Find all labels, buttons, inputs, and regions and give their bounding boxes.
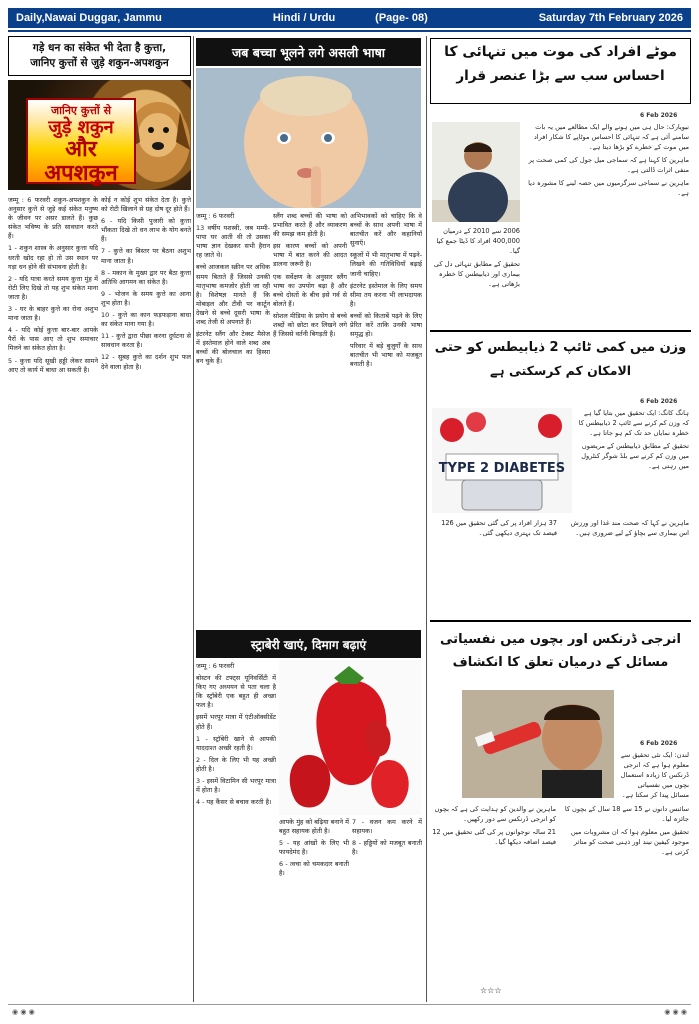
paragraph: कोई न कोई शुभ संकेत देता है। कुत्ते को रोटी खिलाने से ग्रह दोष दूर होते हैं। (101, 196, 191, 214)
diabetes-illustration (432, 408, 572, 513)
headline-line: الامکان کم کرسکتی ہے (489, 363, 632, 378)
paragraph: 3 - घर के बाहर कुत्ते का रोना अशुभ माना जाता है। (8, 305, 98, 323)
languages-label: Hindi / Urdu (272, 12, 336, 24)
column-divider (426, 36, 427, 1002)
headline-line: गड़े धन का संकेत भी देता है कुत्ता, (32, 42, 167, 54)
paragraph: 13 वर्षीय यशस्वी, जब मम्मी-पापा घर आती थी तो उसका भाषा ज्ञान देखकर सभी हैरान रह जाते थे। (196, 224, 270, 260)
strawberry-illustration (279, 660, 421, 815)
panel-line: जानिए कुत्तों से (50, 104, 112, 117)
panel-line: और अपशकुन (44, 137, 118, 186)
strawberry-story-col1 (196, 662, 276, 1002)
paragraph: 10 - कुत्ते का कान फड़फड़ाना बाधा का संकेत माना गया है। (101, 311, 191, 329)
man-illustration (432, 122, 520, 222)
paragraph: बोस्टन की टफ्ट्स यूनिवर्सिटी में किए गए अध्ययन से पता चला है कि स्ट्रॉबेरी एक बहुत ही अच्छा फल है। (196, 674, 276, 710)
paragraph: تحقیق میں معلوم ہوا کہ ان مشروبات میں موجود کیفین نیند اور ذہنی صحت کو متاثر کرتی ہے۔ (570, 828, 689, 856)
panel-line: जुड़े शकुन (48, 117, 114, 138)
dateline: 6 Feb 2026 (640, 740, 678, 747)
paragraph: 7 - कुत्ते का बिस्तर पर बैठना अशुभ माना जाता है। (101, 247, 191, 265)
paragraph: 5 - कुत्ता यदि सूखी हड्डी लेकर सामने आए तो कार्य में बाधा आ सकती है। (8, 356, 98, 374)
strawberry-story-col3 (352, 818, 422, 1002)
paragraph: ہانگ کانگ: ایک تحقیق میں بتایا گیا ہے کہ وزن کم کرنے سے ٹائپ 2 ذیابیطس کا خطرہ نمایاں حد تک کم ہو جاتا ہے۔ (578, 409, 689, 437)
paragraph: इसमें भरपूर मात्रा में एंटीऑक्सीडेंट होते हैं। (196, 713, 276, 731)
dog-story-body-right (101, 196, 191, 1002)
paragraph: 37 ہزار افراد پر کی گئی تحقیق میں 126 فیصد تک بہتری دیکھی گئی۔ (441, 519, 557, 537)
diabetes-photo (432, 408, 572, 513)
paragraph: ماہرین کا کہنا ہے کہ سماجی میل جول کی کمی صحت پر منفی اثرات ڈالتی ہے۔ (528, 156, 689, 174)
issue-date: Saturday 7th February 2026 (538, 12, 683, 24)
urdu-story3-body-side (618, 750, 689, 802)
paragraph: 12 - सुबह कुत्ते का दर्शन शुभ फल देने वाला होता है। (101, 353, 191, 371)
energy-drink-illustration (462, 690, 614, 798)
paragraph: نیویارک: حال ہی میں ہونے والے ایک مطالعے میں یہ بات سامنے آئی ہے کہ تنہائی کا احساس موٹاپے کا شکار افراد میں موت کے خطرے کو بڑھا دیتا ہے۔ (533, 123, 689, 151)
headline-line: انرجی ڈرنکس اور بچوں میں نفسیاتی (440, 632, 681, 647)
paragraph: परिवार में बड़े बुजुर्गों के साथ बातचीत भी भाषा को मजबूत बनाती है। (350, 342, 422, 369)
headline-line: जानिए कुत्तों से जुड़े शकुन-अपशकुन (30, 57, 169, 69)
baby-illustration (196, 68, 421, 208)
paragraph: سائنس دانوں نے 15 سے 18 سال کے بچوں کا جائزہ لیا۔ (564, 805, 689, 823)
headline-line: مسائل کے درمیان تعلق کا انکشاف (452, 655, 669, 670)
paragraph: ماہرین نے سماجی سرگرمیوں میں حصہ لینے کا مشورہ دیا ہے۔ (528, 179, 689, 197)
dateline: जम्मू : 6 फरवरी (196, 662, 235, 670)
paragraph: स्लैंग शब्द बच्चों की भाषा को प्रभावित करते हैं और व्याकरण की समझ कम होती है। (273, 212, 347, 239)
footer-icons-left: ◉ ◉ ◉ (12, 1007, 35, 1016)
paragraph: 4 - यदि कोई कुत्ता बार-बार आपके पैरों के पास आए तो शुभ समाचार मिलने का संकेत होता है। (8, 326, 98, 353)
paragraph: ماہرین نے والدین کو ہدایت کی ہے کہ بچوں کو انرجی ڈرنکس سے دور رکھیں۔ (434, 805, 556, 823)
footer (8, 1004, 691, 1018)
strawberry-story-col2 (279, 818, 349, 1002)
paragraph: अभिभावकों को चाहिए कि वे बच्चों के साथ अपनी भाषा में बातचीत करें और कहानियाँ सुनाएँ। (350, 212, 422, 248)
baby-story-headline: जब बच्चा भूलने लगे असली भाषा (196, 38, 421, 66)
paragraph: 2 - यदि यात्रा करते समय कुत्ता मुंह में रोटी लिए दिखे तो यह शुभ संकेत माना जाता है। (8, 274, 98, 301)
header-rule (8, 30, 691, 32)
paragraph: एक सर्वेक्षण के अनुसार स्लैंग भाषा का उपयोग बढ़ा है और बच्चे दोस्तों के बीच इसे गर्व से बोलते हैं। (273, 272, 347, 308)
headline-line: وزن میں کمی ٹائپ 2 ذیابیطس کو حتی (434, 340, 687, 355)
paragraph: जम्मू : 6 फरवरी शकुन-अपशकुन के अनुसार कुत्ते से जुड़े कई संकेत मनुष्य के जीवन पर असर डालते हैं। कुछ संकेत भविष्य के प्रति सावधान करते हैं। (8, 196, 98, 241)
paragraph: सोशल मीडिया के प्रयोग से बच्चे शब्दों को छोटा कर लिखने लगे हैं जिससे वर्तनी बिगड़ती है। (273, 311, 347, 339)
paragraph: 2006 سے 2010 کے درمیان 400,000 افراد کا ڈیٹا جمع کیا گیا۔ (436, 227, 520, 255)
paragraph: इंटरनेट स्लैंग और टेक्स्ट मैसेज में इस्तेमाल होने वाले शब्द अब बच्चों की बोलचाल का हिस्सा बन चुके हैं। (196, 330, 270, 366)
paragraph: 4 - यह कैंसर से बचाव करती है। (196, 798, 272, 807)
dateline: जम्मू : 6 फरवरी (196, 212, 235, 220)
urdu-story2-body-bottom-left (432, 518, 557, 618)
baby-story-col1 (196, 212, 270, 626)
energy-drink-photo (462, 690, 614, 798)
paragraph: 3 - इसमें विटामिन सी भरपूर मात्रा में होता है। (196, 777, 276, 795)
paragraph: 8 - हड्डियों को मजबूत बनाती है। (352, 839, 422, 857)
paragraph: 21 سالہ نوجوانوں پر کی گئی تحقیق میں 12 فیصد اضافہ دیکھا گیا۔ (432, 828, 556, 846)
paragraph: 7 - वजन कम करने में सहायक। (352, 818, 422, 836)
paragraph: 6 - यदि किसी पुजारी को कुत्ता भौंकता दिखे तो धन लाभ के योग बनते हैं। (101, 217, 191, 244)
paragraph: 11 - कुत्ते द्वारा पीछा करना दुर्घटना से सावधान करता है। (101, 332, 191, 350)
urdu-story2-headline (430, 330, 691, 392)
footer-icons-right: ◉ ◉ ◉ (664, 1007, 687, 1016)
urdu-story2-body-top (576, 408, 689, 518)
dog-story-headline (8, 36, 191, 76)
urdu-story1-headline (430, 38, 691, 104)
column-divider (193, 36, 194, 1002)
dog-story-body-left (8, 196, 98, 1002)
paragraph: تحقیق کے مطابق ذیابیطس کے مریضوں میں وزن کم کرنے سے بلڈ شوگر کنٹرول میں رہتی ہے۔ (581, 442, 689, 470)
urdu-story3-body-right (562, 804, 689, 1000)
strawberry-story-headline: स्ट्राबेरी खाएं, दिमाग बढ़ाएं (196, 630, 421, 658)
paragraph: تحقیق کے مطابق تنہائی دل کی بیماری اور ذیابیطس کا خطرہ بڑھاتی ہے۔ (433, 260, 520, 288)
paragraph: आपके मुंह को बढ़िया बनाने में बहुत सहायक होती है। (279, 818, 349, 836)
paragraph: इंटरनेट इस्तेमाल के लिए समय सीमा तय करना भी लाभदायक है। (350, 281, 422, 308)
title-panel (26, 98, 136, 184)
dateline: 6 Feb 2026 (640, 112, 678, 119)
star-separator: ☆☆☆ (480, 986, 502, 995)
diabetes-label: TYPE 2 DIABETES (438, 461, 566, 476)
urdu-story1-body-bottom (432, 226, 520, 326)
paragraph: 1 - स्ट्रॉबेरी खाने से आपकी याददाश्त अच्छी रहती है। (196, 734, 276, 752)
paragraph: 6 - त्वचा को चमकदार बनाती है। (279, 860, 349, 878)
baby-photo (196, 68, 421, 208)
paragraph: 5 - यह आंखों के लिए भी फायदेमंद है। (279, 839, 349, 857)
man-photo (432, 122, 520, 222)
paragraph: स्कूलों में भी मातृभाषा में पढ़ने-लिखने की गतिविधियाँ बढ़ाई जानी चाहिए। (350, 251, 422, 278)
paragraph: बच्चे आजकल स्क्रीन पर अधिक समय बिताते हैं जिससे उनकी मातृभाषा कमजोर होती जा रही है। विशेषज्ञ मानते हैं कि मोबाइल और टीवी पर कार्टून देखने से बच्चे दूसरी भाषा के शब्द तेजी से अपनाते हैं। (196, 263, 270, 327)
baby-story-col3 (350, 212, 422, 626)
page-number: (Page- 08) (375, 12, 428, 24)
strawberry-photo (279, 660, 421, 815)
paragraph: 1 - शकुन शास्त्र के अनुसार कुत्ता यदि धरती खोद रहा हो तो उस स्थान पर गड़ा धन होने की संभावना होती है। (8, 244, 98, 271)
paragraph: ماہرین نے کہا کہ صحت مند غذا اور ورزش اس بیماری سے بچاؤ کے لیے ضروری ہیں۔ (570, 519, 689, 537)
paragraph: 9 - भोजन के समय कुत्ते का आना शुभ होता है। (101, 289, 191, 307)
paragraph: 2 - दिल के लिए भी यह अच्छी होती है। (196, 755, 276, 773)
urdu-story1-body-top (524, 122, 689, 327)
headline-line: موٹے افراد کی موت میں تنہائی کا (444, 44, 677, 60)
headline-line: احساس سب سے بڑا عنصر قرار (456, 68, 665, 84)
dog-photo (8, 80, 191, 190)
urdu-story3-headline (430, 620, 691, 684)
dateline: 6 Feb 2026 (640, 398, 678, 405)
urdu-story2-body-bottom-right (562, 518, 689, 618)
paragraph: इस कारण बच्चों को अपनी भाषा में बात करने की आदत डालना जरूरी है। (273, 242, 347, 269)
paper-name: Daily,Nawai Duggar, Jammu (16, 12, 162, 24)
masthead-bar (8, 8, 691, 28)
urdu-story3-body-left (432, 804, 556, 984)
paragraph: बच्चों को किताबें पढ़ने के लिए प्रेरित करें ताकि उनकी भाषा समृद्ध हो। (350, 311, 422, 339)
baby-story-col2 (273, 212, 347, 626)
paragraph: 8 - मकान के मुख्य द्वार पर बैठा कुत्ता अतिथि आगमन का संकेत है। (101, 268, 191, 286)
paragraph: لندن: ایک نئی تحقیق سے معلوم ہوا ہے کہ انرجی ڈرنکس کا زیادہ استعمال بچوں میں نفسیاتی مسائل پیدا کر سکتا ہے۔ (620, 751, 689, 799)
